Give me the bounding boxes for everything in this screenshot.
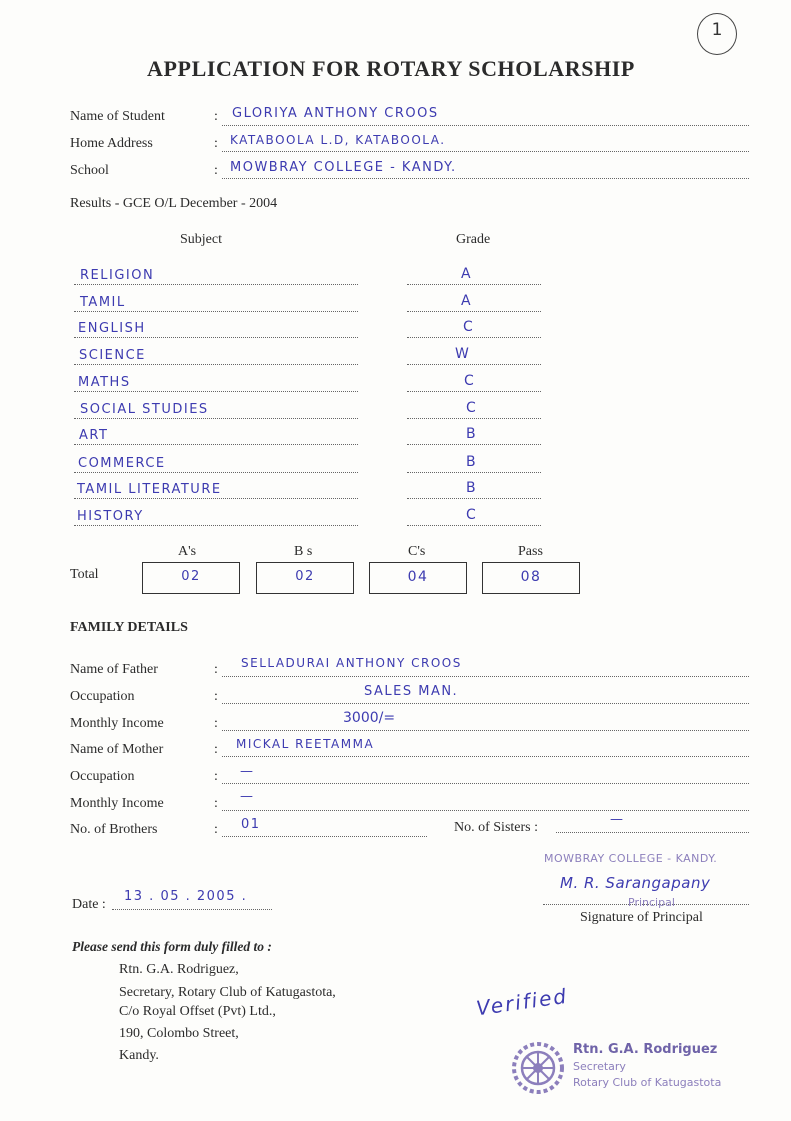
grade-value[interactable]: W	[455, 346, 471, 362]
page-number: 1	[711, 20, 723, 40]
grade-line	[407, 444, 541, 445]
subject-value[interactable]: RELIGION	[80, 268, 155, 283]
colon: :	[214, 742, 218, 757]
date-value[interactable]: 13 . 05 . 2005 .	[124, 889, 248, 904]
total-label: Total	[70, 567, 99, 582]
subject-line	[74, 284, 358, 285]
colon: :	[214, 769, 218, 784]
subject-line	[74, 364, 358, 365]
principal-signature: M. R. Sarangapany	[560, 874, 711, 892]
grade-value[interactable]: C	[463, 319, 475, 335]
total-value: 02	[181, 569, 201, 584]
address-line: Kandy.	[119, 1048, 159, 1063]
total-col-header: A's	[178, 544, 197, 559]
student-name-value[interactable]: GLORIYA ANTHONY CROOS	[232, 106, 439, 121]
grade-line	[407, 418, 541, 419]
mother-name-line	[222, 756, 749, 757]
sisters-value[interactable]: —	[610, 812, 625, 827]
grade-line	[407, 337, 541, 338]
home-address-line	[222, 151, 749, 152]
father-occupation-value[interactable]: SALES MAN.	[364, 684, 459, 699]
send-to-heading: Please send this form duly filled to :	[72, 939, 272, 954]
verified-note: Verified	[474, 983, 570, 1021]
mother-occupation-label: Occupation	[70, 769, 135, 784]
rotary-stamp-club: Rotary Club of Katugastota	[573, 1076, 722, 1089]
rotary-stamp-name: Rtn. G.A. Rodriguez	[573, 1042, 718, 1057]
school-label: School	[70, 163, 109, 178]
total-col-header: B s	[294, 544, 313, 559]
subject-value[interactable]: ART	[79, 428, 109, 443]
grade-line	[407, 311, 541, 312]
mother-income-line	[222, 810, 749, 811]
page-number-circle	[697, 13, 737, 55]
colon: :	[214, 796, 218, 811]
sisters-line	[556, 832, 749, 833]
address-line: Secretary, Rotary Club of Katugastota,	[119, 985, 336, 1000]
grade-header: Grade	[456, 232, 491, 247]
total-value: 04	[407, 569, 429, 585]
subject-line	[74, 337, 358, 338]
total-value: 08	[520, 569, 542, 585]
address-line: 190, Colombo Street,	[119, 1026, 239, 1041]
subject-value[interactable]: TAMIL	[80, 295, 126, 310]
colon: :	[214, 822, 218, 837]
total-col-header: Pass	[518, 544, 543, 559]
grade-value[interactable]: B	[466, 454, 478, 470]
colon: :	[214, 689, 218, 704]
grade-value[interactable]: C	[466, 507, 478, 523]
principal-stamp: Principal	[628, 896, 675, 909]
signature-label: Signature of Principal	[580, 910, 703, 925]
total-box-bs[interactable]	[256, 562, 354, 594]
subject-value[interactable]: MATHS	[78, 375, 131, 390]
total-box-as[interactable]	[142, 562, 240, 594]
date-label: Date :	[72, 897, 106, 912]
grade-line	[407, 498, 541, 499]
grade-line	[407, 391, 541, 392]
father-occupation-label: Occupation	[70, 689, 135, 704]
father-name-line	[222, 676, 749, 677]
colon: :	[214, 163, 218, 178]
grade-line	[407, 364, 541, 365]
address-line: Rtn. G.A. Rodriguez,	[119, 962, 239, 977]
brothers-value[interactable]: 01	[241, 817, 261, 832]
colon: :	[214, 716, 218, 731]
mother-income-value[interactable]: —	[240, 789, 255, 804]
home-address-label: Home Address	[70, 136, 153, 151]
subject-line	[74, 418, 358, 419]
rotary-seal-icon	[510, 1040, 566, 1096]
sisters-label: No. of Sisters :	[454, 820, 538, 835]
subject-value[interactable]: SOCIAL STUDIES	[80, 402, 209, 417]
grade-value[interactable]: B	[466, 426, 478, 442]
subject-value[interactable]: SCIENCE	[79, 348, 146, 363]
form-title: APPLICATION FOR ROTARY SCHOLARSHIP	[147, 56, 635, 81]
date-line	[112, 909, 272, 910]
grade-line	[407, 472, 541, 473]
school-value[interactable]: MOWBRAY COLLEGE - KANDY.	[230, 160, 457, 175]
subject-line	[74, 525, 358, 526]
home-address-value[interactable]: KATABOOLA L.D, KATABOOLA.	[230, 133, 446, 147]
student-name-line	[222, 125, 749, 126]
subject-value[interactable]: ENGLISH	[78, 321, 146, 336]
student-name-label: Name of Student	[70, 109, 165, 124]
father-name-value[interactable]: SELLADURAI ANTHONY CROOS	[241, 656, 462, 670]
father-occupation-line	[222, 703, 749, 704]
mother-income-label: Monthly Income	[70, 796, 164, 811]
subject-line	[74, 472, 358, 473]
father-income-value[interactable]: 3000/=	[343, 710, 396, 726]
brothers-line	[222, 836, 427, 837]
school-line	[222, 178, 749, 179]
subject-value[interactable]: HISTORY	[77, 509, 144, 524]
address-line: C/o Royal Offset (Pvt) Ltd.,	[119, 1004, 276, 1019]
grade-value[interactable]: C	[464, 373, 476, 389]
total-col-header: C's	[408, 544, 426, 559]
colon: :	[214, 136, 218, 151]
colon: :	[214, 662, 218, 677]
subject-line	[74, 444, 358, 445]
grade-value[interactable]: C	[466, 400, 478, 416]
total-value: 02	[295, 569, 315, 584]
grade-line	[407, 525, 541, 526]
family-details-heading: FAMILY DETAILS	[70, 620, 188, 635]
grade-value[interactable]: B	[466, 480, 478, 496]
subject-header: Subject	[180, 232, 222, 247]
subject-value[interactable]: TAMIL LITERATURE	[77, 482, 222, 497]
total-box-pass[interactable]	[482, 562, 580, 594]
subject-line	[74, 391, 358, 392]
mother-name-label: Name of Mother	[70, 742, 164, 757]
father-name-label: Name of Father	[70, 662, 158, 677]
mother-name-value[interactable]: MICKAL REETAMMA	[236, 737, 375, 751]
grade-line	[407, 284, 541, 285]
subject-value[interactable]: COMMERCE	[78, 456, 166, 471]
mother-occupation-line	[222, 783, 749, 784]
father-income-line	[222, 730, 749, 731]
results-heading: Results - GCE O/L December - 2004	[70, 196, 278, 211]
brothers-label: No. of Brothers	[70, 822, 158, 837]
mother-occupation-value[interactable]: —	[240, 764, 255, 779]
grade-value[interactable]: A	[461, 293, 473, 309]
college-stamp: MOWBRAY COLLEGE - KANDY.	[544, 852, 718, 865]
colon: :	[214, 109, 218, 124]
subject-line	[74, 498, 358, 499]
total-box-cs[interactable]	[369, 562, 467, 594]
rotary-stamp-role: Secretary	[573, 1060, 626, 1073]
subject-line	[74, 311, 358, 312]
father-income-label: Monthly Income	[70, 716, 164, 731]
grade-value[interactable]: A	[461, 266, 473, 282]
